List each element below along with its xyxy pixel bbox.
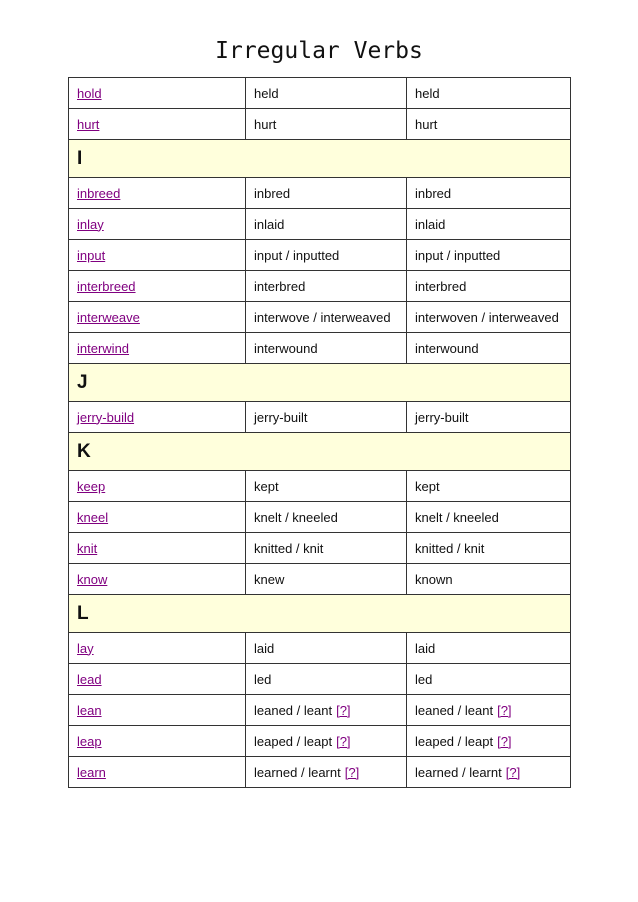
reference-link[interactable]: [?] (344, 764, 360, 780)
table-row (69, 209, 571, 240)
past-participle-text: jerry-built (415, 409, 469, 425)
table-row (69, 240, 571, 271)
past-simple-text: inbred (254, 185, 291, 201)
letter-header-row (69, 433, 571, 471)
verb-link[interactable]: lay (77, 640, 94, 656)
reference-link[interactable]: [?] (497, 733, 512, 749)
past-simple-cell (246, 633, 407, 664)
past-participle-text: laid (415, 640, 436, 656)
past-participle-cell (407, 757, 571, 788)
past-participle-text: interbred (415, 278, 467, 294)
past-participle-cell (407, 178, 571, 209)
verbs-table-body (69, 78, 571, 788)
past-simple-cell (246, 726, 407, 757)
table-row (69, 109, 571, 140)
past-participle-text: hurt (415, 116, 438, 132)
verb-link[interactable]: kneel (77, 509, 109, 525)
table-row (69, 302, 571, 333)
base-form-cell (69, 502, 246, 533)
past-simple-cell (246, 471, 407, 502)
letter-header-row (69, 364, 571, 402)
past-simple-text: input / inputted (254, 247, 340, 263)
past-simple-text: kept (254, 478, 279, 494)
table-row (69, 757, 571, 788)
table-row (69, 664, 571, 695)
past-simple-cell (246, 302, 407, 333)
past-participle-cell (407, 695, 571, 726)
past-simple-cell (246, 695, 407, 726)
past-simple-text: knew (254, 571, 285, 587)
base-form-cell (69, 109, 246, 140)
past-simple-cell (246, 109, 407, 140)
letter-heading: I (69, 140, 571, 178)
table-row (69, 78, 571, 109)
past-simple-cell (246, 209, 407, 240)
past-participle-text: kept (415, 478, 440, 494)
table-row (69, 471, 571, 502)
past-simple-cell (246, 333, 407, 364)
table-row (69, 178, 571, 209)
base-form-cell (69, 564, 246, 595)
base-form-cell (69, 333, 246, 364)
past-simple-text: leaped / leapt (254, 733, 333, 749)
letter-header-row (69, 140, 571, 178)
base-form-cell (69, 209, 246, 240)
past-simple-cell (246, 402, 407, 433)
verb-link[interactable]: learn (77, 764, 106, 780)
past-simple-text: hurt (254, 116, 277, 132)
reference-link[interactable]: [?] (336, 702, 351, 718)
past-participle-text: interwound (415, 340, 479, 356)
past-simple-text: interwound (254, 340, 318, 356)
letter-heading: J (69, 364, 571, 402)
past-simple-text: held (254, 85, 279, 101)
base-form-cell (69, 78, 246, 109)
table-row (69, 726, 571, 757)
table-row (69, 333, 571, 364)
table-row (69, 695, 571, 726)
table-row (69, 633, 571, 664)
verb-link[interactable]: lead (77, 671, 102, 687)
verb-link[interactable]: interweave (77, 309, 140, 325)
letter-heading: L (69, 595, 571, 633)
past-participle-cell (407, 633, 571, 664)
base-form-cell (69, 240, 246, 271)
past-simple-cell (246, 757, 407, 788)
table-row (69, 502, 571, 533)
verb-link[interactable]: keep (77, 478, 106, 494)
past-simple-text: interbred (254, 278, 306, 294)
past-simple-text: led (254, 671, 272, 687)
past-participle-cell (407, 402, 571, 433)
base-form-cell (69, 471, 246, 502)
past-participle-text: knelt / kneeled (415, 509, 499, 525)
past-participle-cell (407, 502, 571, 533)
past-simple-cell (246, 533, 407, 564)
past-participle-text: input / inputted (415, 247, 501, 263)
table-row (69, 402, 571, 433)
base-form-cell (69, 178, 246, 209)
past-simple-text: laid (254, 640, 275, 656)
verb-link[interactable]: interwind (77, 340, 130, 356)
past-participle-cell (407, 240, 571, 271)
verb-link[interactable]: jerry-build (77, 409, 135, 425)
past-participle-cell (407, 664, 571, 695)
verb-link[interactable]: interbreed (77, 278, 136, 294)
verb-link[interactable]: knit (77, 540, 98, 556)
past-participle-cell (407, 564, 571, 595)
past-participle-text: inbred (415, 185, 452, 201)
table-row (69, 533, 571, 564)
base-form-cell (69, 757, 246, 788)
past-simple-cell (246, 78, 407, 109)
past-simple-text: jerry-built (254, 409, 308, 425)
base-form-cell (69, 402, 246, 433)
past-participle-text: leaped / leapt (415, 733, 494, 749)
past-simple-cell (246, 502, 407, 533)
table-row (69, 271, 571, 302)
past-participle-text: knitted / knit (415, 540, 485, 556)
past-simple-text: inlaid (254, 216, 285, 232)
past-simple-text: knelt / kneeled (254, 509, 338, 525)
past-participle-cell (407, 271, 571, 302)
past-participle-text: interwoven / interweaved (415, 309, 559, 325)
past-participle-cell (407, 78, 571, 109)
verbs-table (68, 77, 571, 788)
reference-link[interactable]: [?] (336, 733, 351, 749)
verb-link[interactable]: inlay (77, 216, 104, 232)
verb-link[interactable]: leap (77, 733, 102, 749)
past-participle-cell (407, 209, 571, 240)
verb-link[interactable]: hurt (77, 116, 100, 132)
base-form-cell (69, 633, 246, 664)
past-simple-cell (246, 664, 407, 695)
past-participle-cell (407, 533, 571, 564)
past-participle-cell (407, 333, 571, 364)
past-simple-cell (246, 240, 407, 271)
verb-link[interactable]: hold (77, 85, 102, 101)
past-simple-text: interwove / interweaved (254, 309, 391, 325)
past-participle-cell (407, 302, 571, 333)
past-simple-text: leaned / leant (254, 702, 333, 718)
reference-link[interactable]: [?] (505, 764, 521, 780)
base-form-cell (69, 726, 246, 757)
base-form-cell (69, 664, 246, 695)
base-form-cell (69, 533, 246, 564)
past-simple-text: learned / learnt (254, 764, 341, 780)
base-form-cell (69, 695, 246, 726)
past-participle-text: leaned / leant (415, 702, 494, 718)
verb-link[interactable]: know (77, 571, 108, 587)
past-simple-text: knitted / knit (254, 540, 324, 556)
past-participle-text: inlaid (415, 216, 446, 232)
past-participle-text: known (415, 571, 453, 587)
past-simple-cell (246, 178, 407, 209)
base-form-cell (69, 271, 246, 302)
past-participle-text: learned / learnt (415, 764, 502, 780)
past-participle-text: held (415, 85, 440, 101)
past-simple-cell (246, 271, 407, 302)
past-participle-cell (407, 471, 571, 502)
verb-link[interactable]: input (77, 247, 106, 263)
base-form-cell (69, 302, 246, 333)
past-simple-cell (246, 564, 407, 595)
past-participle-text: led (415, 671, 433, 687)
letter-header-row (69, 595, 571, 633)
letter-heading: K (69, 433, 571, 471)
reference-link[interactable]: [?] (497, 702, 512, 718)
verb-link[interactable]: inbreed (77, 185, 121, 201)
table-row (69, 564, 571, 595)
page-title: Irregular Verbs (215, 38, 423, 64)
verb-link[interactable]: lean (77, 702, 102, 718)
past-participle-cell (407, 726, 571, 757)
past-participle-cell (407, 109, 571, 140)
